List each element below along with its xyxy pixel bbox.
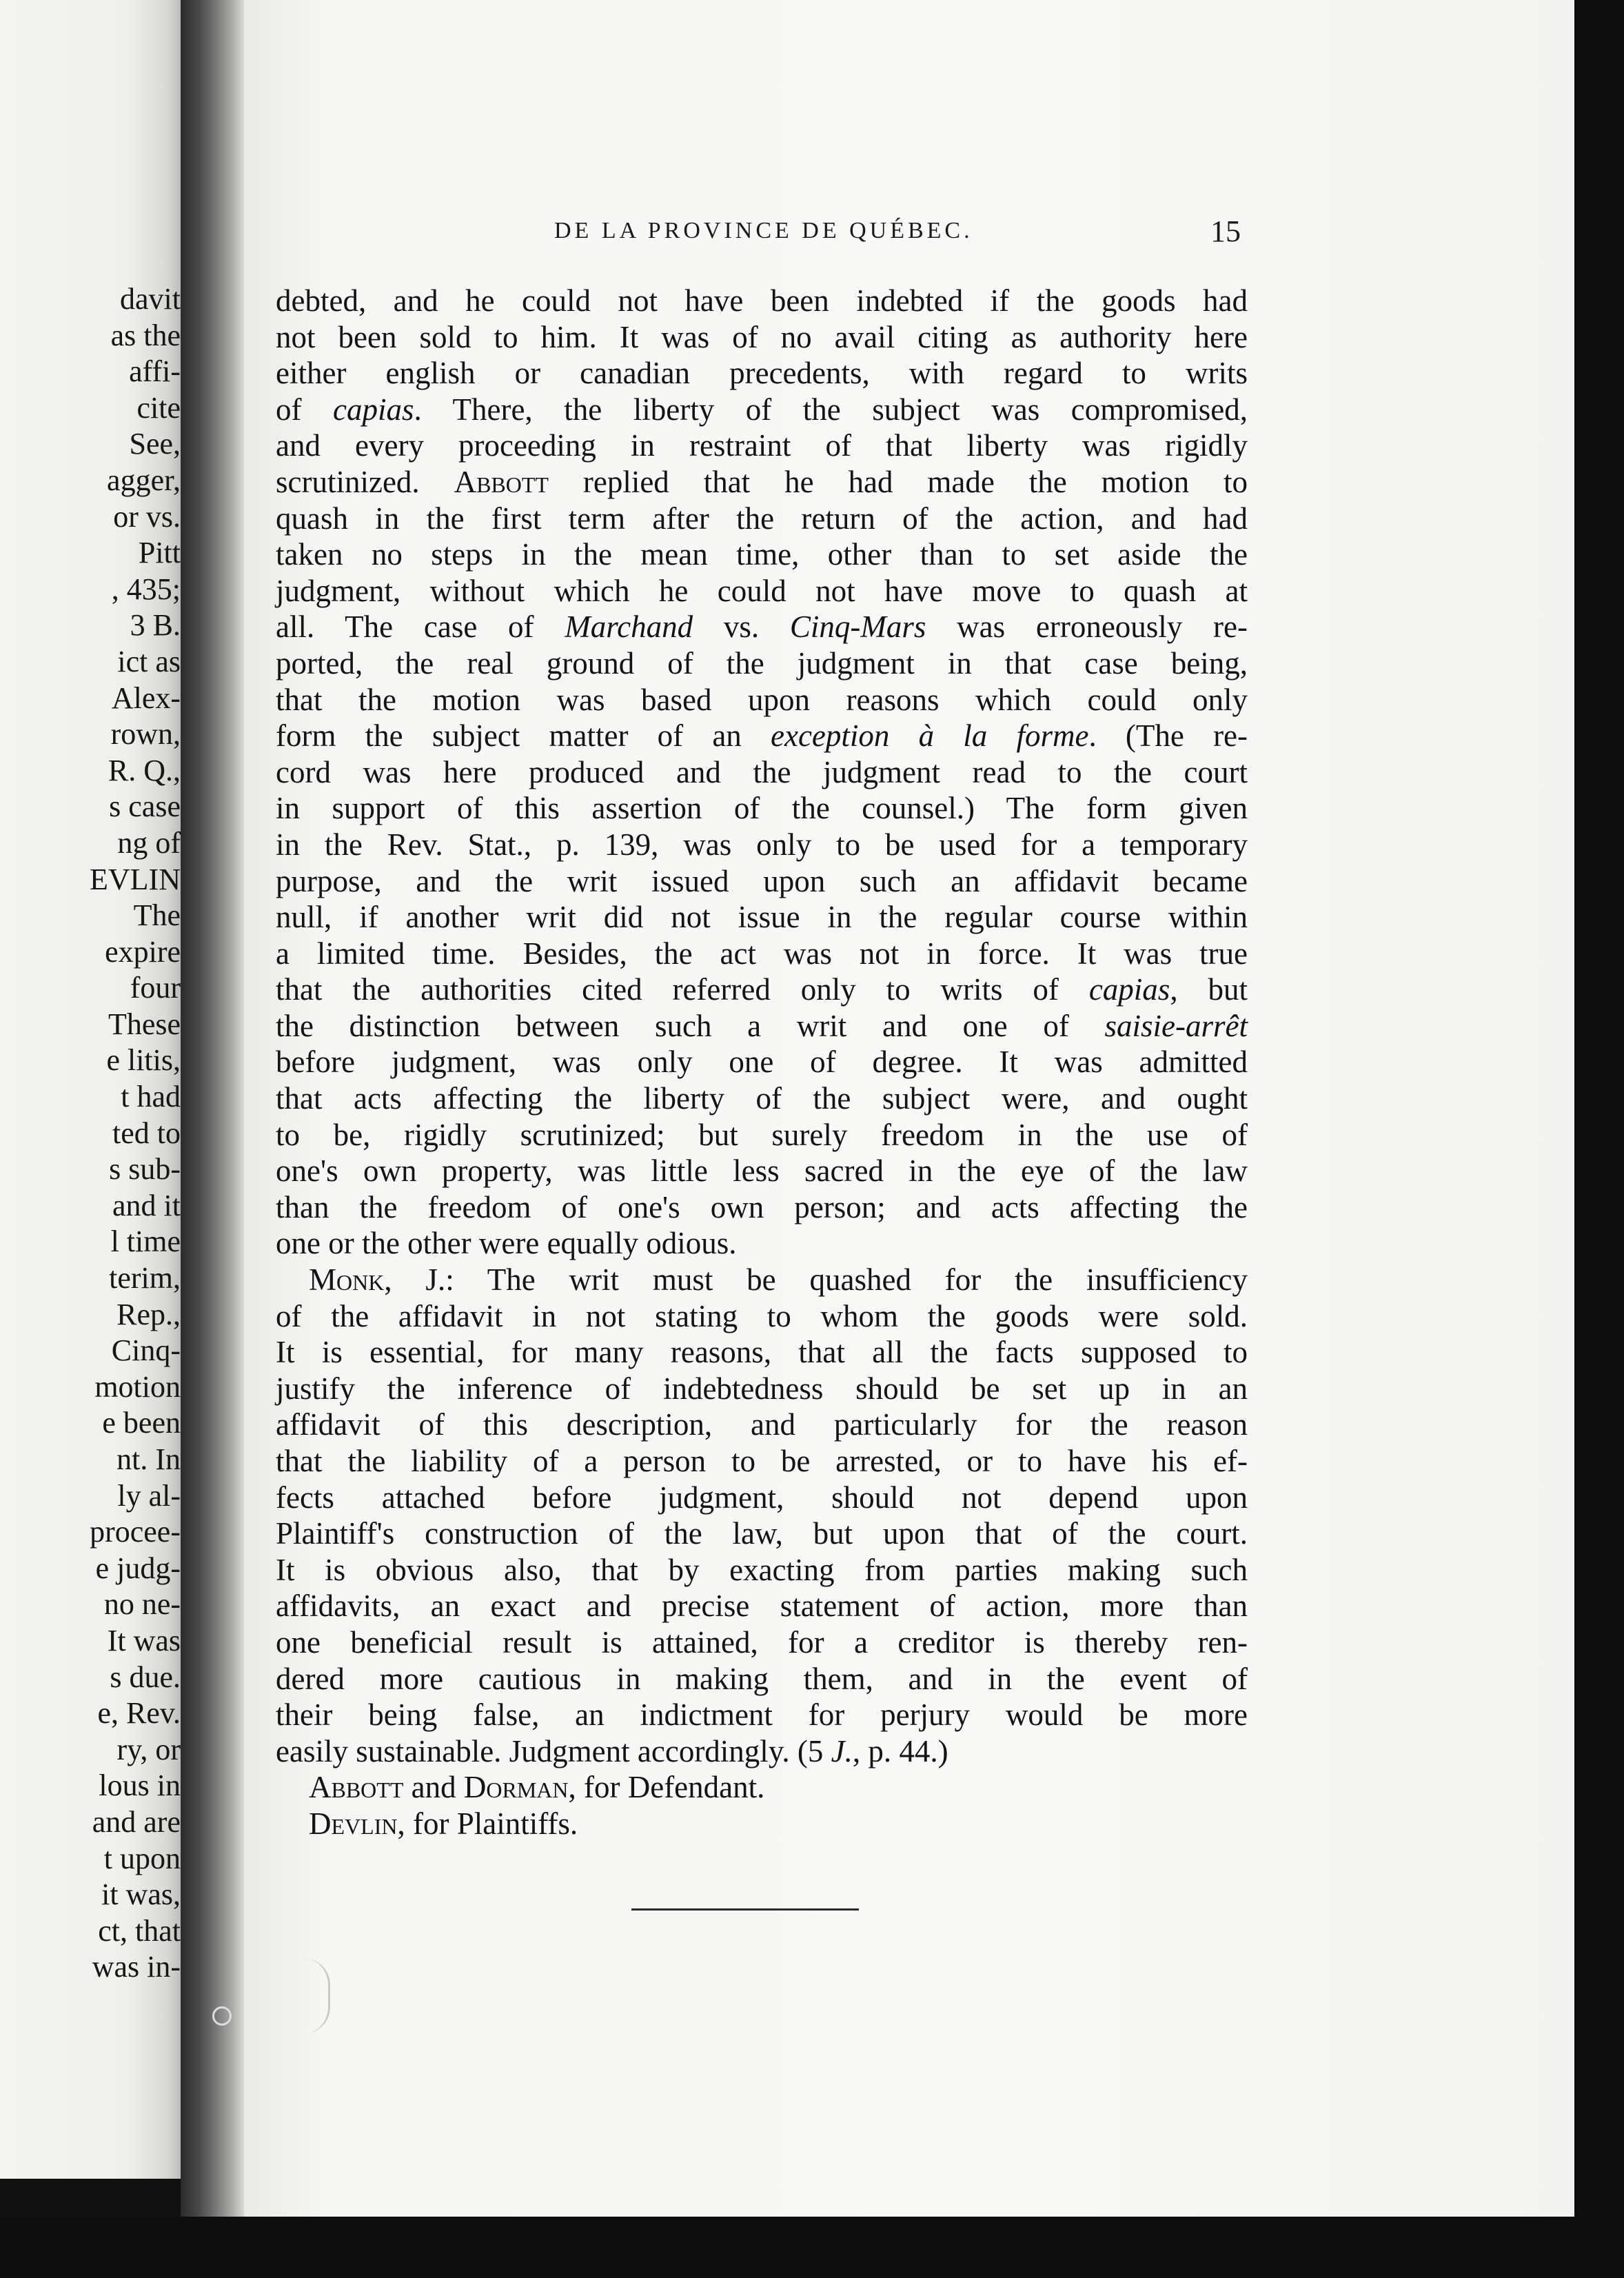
facing-page-line: s case [109,789,181,824]
facing-page-line: The [133,898,181,933]
facing-page-line: t upon [103,1841,181,1875]
text-line: to be, rigidly scrutinized; but surely freedom in the use of [276,1117,1248,1152]
text-line: Plaintiff's construction of the law, but upon that of the court. [276,1516,1248,1551]
italic-term: capias [1088,972,1170,1007]
text-line: in the Rev. Stat., p. 139, was only to be used for a temporary [276,827,1248,862]
facing-page-line: R. Q., [108,753,181,787]
facing-page-line: Cinq- [111,1333,181,1368]
text-line: of the affidavit in not stating to whom the goods were sold. [276,1298,1248,1333]
counsel-name: Abbott [454,464,549,499]
facing-page-line: ry, or [116,1732,181,1766]
case-name: Marchand [565,609,693,645]
facing-page-line: rown, [110,717,181,752]
counsel-defendant: Abbott and Dorman, for Defendant. [309,1770,765,1805]
facing-page-line: or vs. [113,499,181,534]
facing-page-line: four [130,971,181,1005]
facing-page-line: ted to [112,1116,181,1150]
facing-page-line: agger, [107,463,181,497]
text-line: of capias. There, the liberty of the subject was compromised, [276,392,1248,427]
text-line: one or the other were equally odious. [276,1226,737,1261]
facing-page-line: motion [94,1369,181,1404]
running-head: DE LA PROVINCE DE QUÉBEC. [554,218,973,243]
text-line: than the freedom of one's own person; and acts affecting the [276,1189,1248,1224]
italic-term: saisie-arrêt [1104,1008,1248,1043]
facing-page [0,0,181,2179]
section-divider [631,1908,859,1911]
text-line: ported, the real ground of the judgment in that case being, [276,645,1248,681]
text-line: dered more cautious in making them, and in the event of [276,1661,1248,1696]
facing-page-line: terim, [109,1261,181,1296]
facing-page-line: 3 B. [130,608,181,643]
text-line: justify the inference of indebtedness should be set up in an [276,1371,1248,1406]
facing-page-line: e, Rev. [97,1696,181,1731]
text-line: It is obvious also, that by exacting from parties making such [276,1552,1248,1587]
facing-page-line: t had [121,1080,181,1114]
binding-gutter [181,0,244,2278]
text-line: that acts affecting the liberty of the subject were, and ought [276,1081,1248,1116]
gutter-mark [212,2006,232,2026]
text-line: judgment, without which he could not have move to quash at [276,573,1248,608]
text-line: It is essential, for many reasons, that all the facts supposed to [276,1335,1248,1370]
facing-page-line: no ne- [103,1587,181,1622]
facing-page-line: These [108,1007,181,1041]
text-line: one beneficial result is attained, for a creditor is thereby ren- [276,1624,1248,1660]
citation-abbrev: J. [831,1733,853,1768]
text-line: scrutinized. Abbott replied that he had made the motion to [276,464,1248,499]
facing-page-line: , 435; [111,572,181,606]
text-line: null, if another writ did not issue in the regular course within [276,900,1248,935]
page-number: 15 [1210,214,1241,248]
text-line: one's own property, was little less sacred in the eye of the law [276,1153,1248,1189]
facing-page-line: procee- [90,1515,181,1549]
facing-page-line: and are [92,1804,181,1839]
facing-page-line: See, [129,427,181,461]
page-edge-shadow [1574,0,1624,2278]
text-line: affidavits, an exact and precise statement of action, more than [276,1589,1248,1624]
facing-page-line: s sub- [109,1152,181,1187]
text-line: that the liability of a person to be arrested, or to have his ef- [276,1444,1248,1478]
facing-page-line: affi- [129,354,181,389]
facing-page-line: It was [107,1623,181,1657]
facing-page-line: ict as [117,644,181,678]
text-line: the distinction between such a writ and one of saisie-arrêt [276,1008,1248,1043]
text-line: all. The case of Marchand vs. Cinq-Mars was erroneously re- [276,609,1248,645]
body-text [276,283,1248,1842]
text-line: a limited time. Besides, the act was not in force. It was true [276,936,1248,971]
italic-term: exception à la forme [771,718,1089,754]
facing-page-line: Alex- [111,681,181,715]
facing-page-line: ng of [117,825,181,860]
text-line: and every proceeding in restraint of that liberty was rigidly [276,428,1248,463]
facing-page-line: Pitt [138,536,181,570]
italic-term: capias [333,392,414,427]
facing-page-line: ct, that [98,1913,181,1948]
scan-bottom-border [0,2217,1624,2278]
text-line: before judgment, was only one of degree. It was admitted [276,1045,1248,1080]
text-line: in support of this assertion of the counsel.) The form given [276,791,1248,826]
facing-page-line: it was, [101,1877,181,1912]
text-line: affidavit of this description, and particularly for the reason [276,1407,1248,1442]
facing-page-line: expire [105,934,181,969]
facing-page-line: Rep., [116,1297,181,1331]
facing-page-line: e litis, [106,1043,181,1078]
text-line: cord was here produced and the judgment read to the court [276,754,1248,789]
counsel-plaintiff: Devlin, for Plaintiffs. [309,1806,578,1841]
facing-page-line: e been [102,1406,181,1440]
facing-page-line: lous in [99,1768,181,1803]
judge-name: Monk [309,1262,385,1298]
text-line: Monk, J.: The writ must be quashed for the insufficiency [309,1262,1248,1298]
text-line: not been sold to him. It was of no avail citing as authority here [276,319,1248,354]
text-line: that the authorities cited referred only to writs of capias, but [276,972,1248,1007]
facing-page-line: was in- [92,1950,181,1984]
text-line: quash in the first term after the return of the action, and had [276,501,1248,536]
text-line: that the motion was based upon reasons which could only [276,682,1248,717]
case-name: Cinq-Mars [789,609,926,645]
facing-page-line: nt. In [116,1442,181,1476]
facing-page-line: davit [120,282,181,316]
text-line: purpose, and the writ issued upon such an affidavit became [276,863,1248,898]
text-line: taken no steps in the mean time, other than to set aside the [276,537,1248,572]
facing-page-fragments [0,281,181,1986]
facing-page-line: l time [110,1224,181,1259]
text-line: either english or canadian precedents, with regard to writs [276,356,1248,391]
facing-page-line: and it [112,1188,181,1222]
facing-page-line: s due. [110,1660,181,1694]
text-line: debted, and he could not have been indebted if the goods had [276,283,1248,318]
facing-page-line: as the [110,318,181,352]
facing-page-line: EVLIN [90,862,181,896]
facing-page-line: e judg- [95,1551,181,1585]
text-line: form the subject matter of an exception à la forme. (The re- [276,718,1248,754]
text-line: their being false, an indictment for perjury would be more [276,1697,1248,1733]
facing-page-line: ly al- [117,1478,181,1513]
facing-page-line: cite [136,390,181,425]
text-line: fects attached before judgment, should not depend upon [276,1480,1248,1515]
text-line: easily sustainable. Judgment accordingly. (5 J., p. 44.) [276,1733,948,1768]
